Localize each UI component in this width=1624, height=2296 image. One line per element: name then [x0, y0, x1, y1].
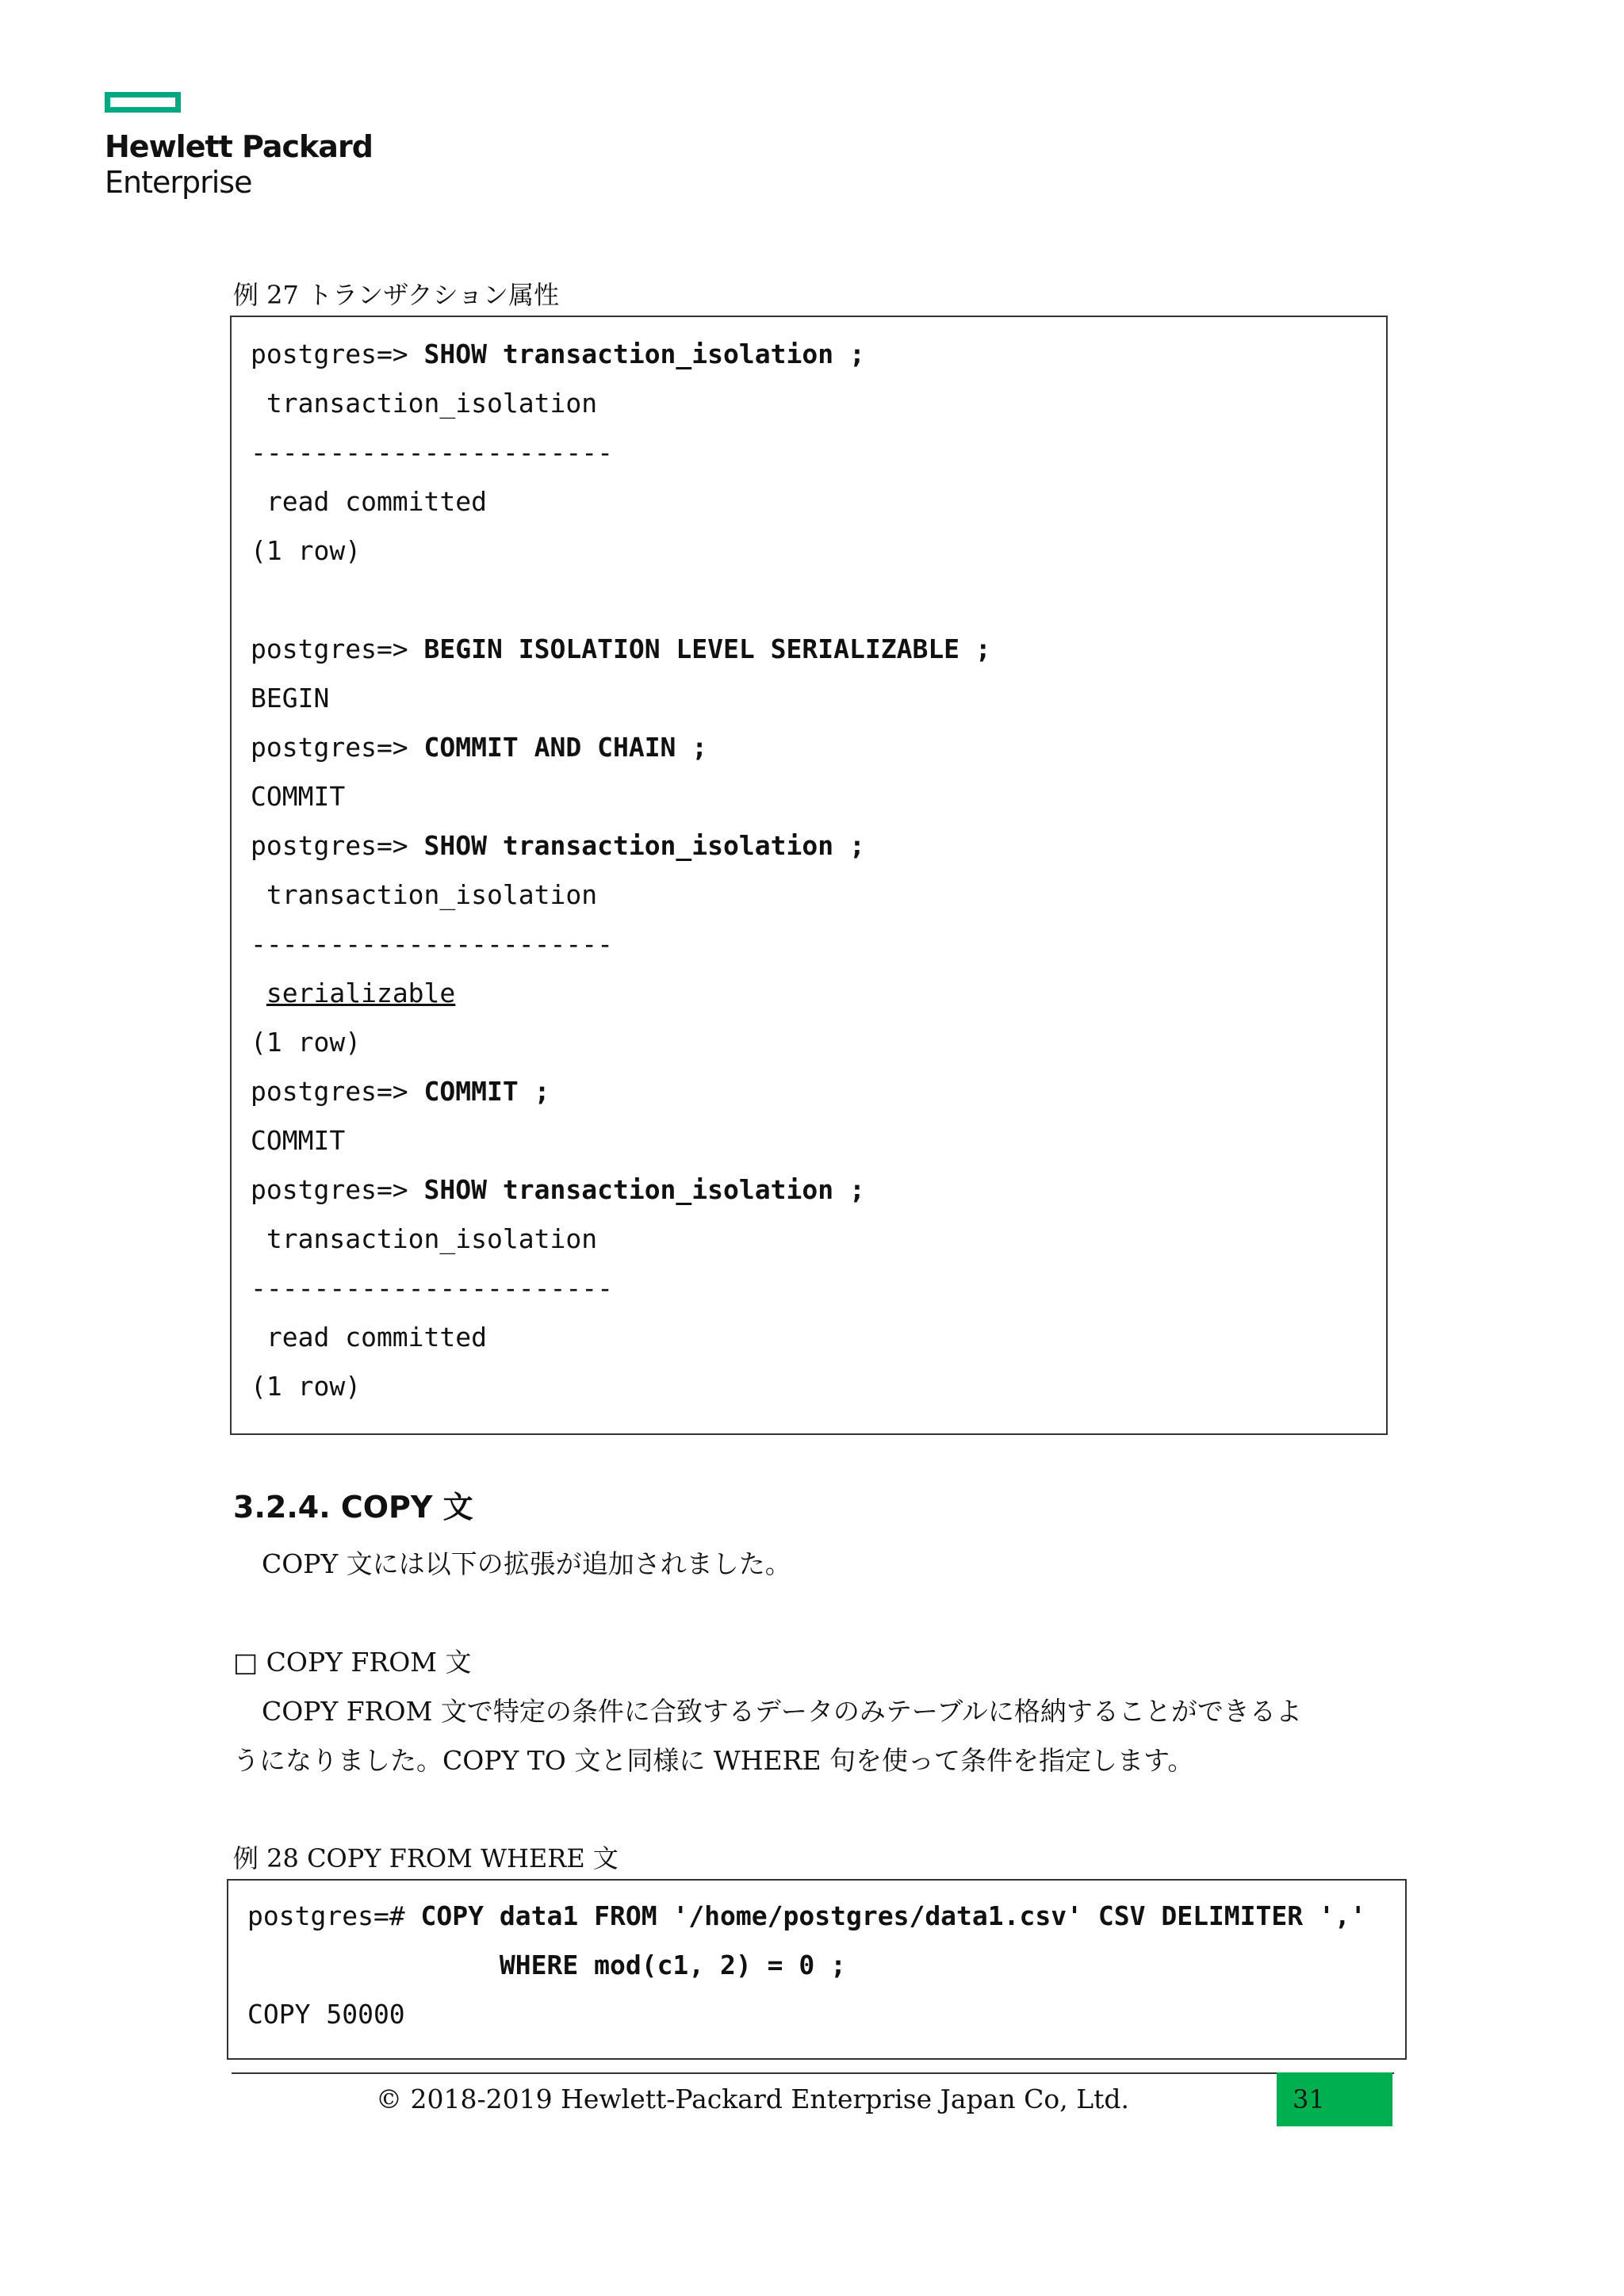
code-text: postgres=>	[251, 732, 424, 763]
code-line	[247, 1892, 1405, 1941]
example27-caption: 例 27 トランザクション属性	[233, 280, 560, 310]
code-line	[247, 1990, 1405, 2039]
code-text: (1 row)	[251, 535, 362, 566]
code-text: -----------------------	[251, 437, 613, 468]
bullet-copy-from: □ COPY FROM 文	[233, 1647, 472, 1678]
code-text: transaction_isolation	[251, 879, 598, 910]
code-text: postgres=>	[251, 830, 424, 861]
code-text: WHERE mod(c1, 2) = 0 ;	[499, 1950, 846, 1980]
code-line	[251, 428, 1386, 477]
code-text: postgres=>	[251, 1174, 424, 1205]
code-line	[251, 821, 1386, 871]
code-text	[247, 1950, 500, 1980]
code-text: COMMIT	[251, 781, 346, 812]
code-text: (1 row)	[251, 1027, 362, 1058]
code-line	[251, 969, 1386, 1018]
code-line	[251, 871, 1386, 920]
code-text: SHOW transaction_isolation ;	[423, 830, 865, 861]
code-text: -----------------------	[251, 1272, 613, 1303]
logo-text-line2: Enterprise	[105, 165, 252, 200]
code-text: read committed	[251, 1322, 488, 1353]
code-text: COMMIT AND CHAIN ;	[423, 732, 708, 763]
example28-caption: 例 28 COPY FROM WHERE 文	[233, 1843, 619, 1873]
code-line	[251, 772, 1386, 821]
footer-copyright: © 2018-2019 Hewlett-Packard Enterprise Japan Co, Ltd.	[376, 2084, 1129, 2114]
code-text: postgres=#	[247, 1900, 421, 1931]
page-number: 31	[1277, 2072, 1392, 2126]
code-text: postgres=>	[251, 1076, 424, 1107]
code-line	[251, 379, 1386, 428]
code-text: COMMIT ;	[423, 1076, 550, 1107]
code-line	[251, 1215, 1386, 1264]
code-text: transaction_isolation	[251, 1223, 598, 1254]
paragraph-line-1: COPY FROM 文で特定の条件に合致するデータのみテーブルに格納することができるよ	[262, 1696, 1302, 1727]
section-heading: 3.2.4. COPY 文	[233, 1490, 473, 1525]
code-text: SHOW transaction_isolation ;	[423, 1174, 865, 1205]
code-line	[251, 477, 1386, 526]
code-text: serializable	[266, 978, 456, 1008]
section-intro: COPY 文には以下の拡張が追加されました。	[262, 1548, 791, 1579]
code-line	[251, 526, 1386, 576]
footer-divider	[232, 2072, 1394, 2074]
code-text	[251, 978, 266, 1008]
code-line	[251, 1264, 1386, 1313]
code-line	[251, 625, 1386, 674]
code-text: COPY data1 FROM '/home/postgres/data1.csv' CSV DELIMITER ','	[420, 1900, 1366, 1931]
code-text: BEGIN ISOLATION LEVEL SERIALIZABLE ;	[423, 633, 991, 664]
logo-mark	[105, 92, 181, 113]
code-text: postgres=>	[251, 339, 424, 369]
code-text: read committed	[251, 486, 488, 517]
code-text: BEGIN	[251, 683, 330, 714]
code-line	[251, 674, 1386, 723]
code-text: COMMIT	[251, 1125, 346, 1156]
code-line	[247, 1941, 1405, 1990]
code-line	[251, 920, 1386, 969]
code-line	[251, 1067, 1386, 1116]
code-text: postgres=>	[251, 633, 424, 664]
code-line	[251, 1362, 1386, 1411]
code-line	[251, 1313, 1386, 1362]
code-text: -----------------------	[251, 928, 613, 959]
example27-code-block	[230, 316, 1388, 1435]
code-line	[251, 1116, 1386, 1165]
code-text: transaction_isolation	[251, 388, 598, 419]
code-line	[251, 576, 1386, 625]
code-text: COPY 50000	[247, 1999, 405, 2030]
code-text: SHOW transaction_isolation ;	[423, 339, 865, 369]
code-line	[251, 723, 1386, 772]
code-line	[251, 1165, 1386, 1215]
paragraph-line-2: うになりました。COPY TO 文と同様に WHERE 句を使って条件を指定します。	[233, 1745, 1194, 1776]
code-line	[251, 1018, 1386, 1067]
hpe-logo	[105, 92, 373, 200]
code-line	[251, 330, 1386, 379]
code-text: (1 row)	[251, 1371, 362, 1402]
logo-text-line1: Hewlett Packard	[105, 129, 373, 164]
example28-code-block	[227, 1879, 1407, 2060]
